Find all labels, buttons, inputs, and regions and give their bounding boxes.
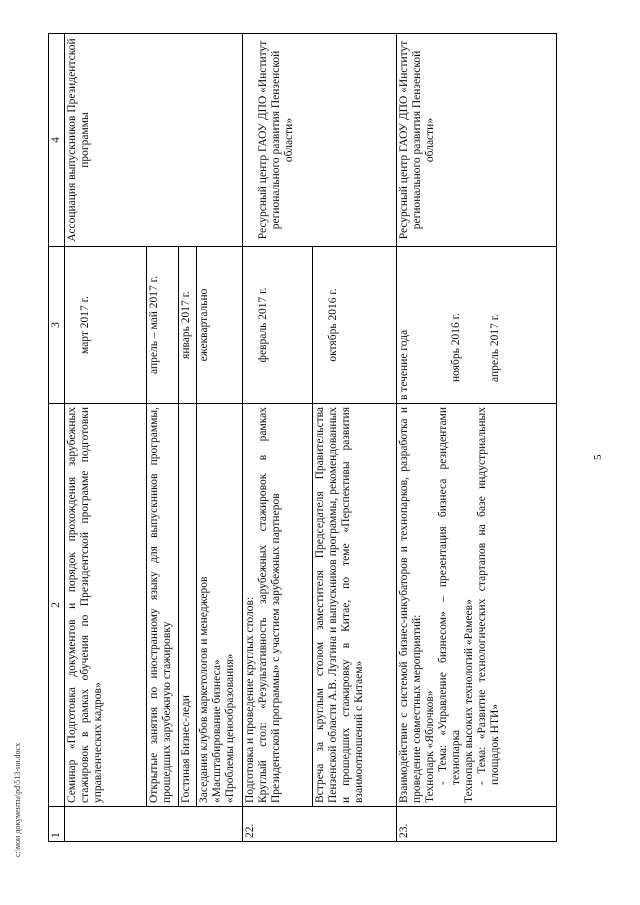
event-cell: Гостиная Бизнес-леди (179, 404, 197, 807)
event-cell (397, 404, 557, 807)
row-number-cell: 22. (243, 807, 397, 842)
column-header: 2 (49, 404, 65, 807)
technopark-name: Технопарк «Яблочков» (424, 690, 436, 803)
responsible-cell: Ассоциация выпускников Президентской программы (65, 34, 243, 247)
footer-file-path: c:\мои документы\pd\513-ни.docx (13, 742, 22, 857)
date-cell: февраль 2017 г. (243, 247, 313, 404)
event-topic: - Тема: «Управление бизнесом» – презентация бизнеса резидентами технопарка (437, 407, 462, 785)
date-cell: январь 2017 г. (179, 247, 197, 404)
event-cell: Семинар «Подготовка документов и порядок прохождения зарубежных стажировок в рамках обучения по Президентской программе подготовки управленческих кадров» (65, 404, 147, 807)
page-number: 5 (592, 454, 604, 460)
column-header: 1 (49, 807, 65, 842)
date-cell: ежеквартально (197, 247, 243, 404)
date-cell: в течение года ноябрь 2016 г. апрель 2017 г. (397, 247, 557, 404)
table-row (243, 34, 313, 842)
event-cell: Заседания клубов маркетологов и менеджеров «Масштабирование бизнеса» «Проблемы ценообразования» (197, 404, 243, 807)
event-cell: Подготовка и проведение круглых столов: Круглый стол: «Результативность зарубежных стажировок в рамках Президентской программы» с участием зарубежных партнеров (243, 404, 313, 807)
row-number-cell (65, 807, 243, 842)
date-cell: март 2017 г. (65, 247, 147, 404)
table-row (397, 34, 557, 842)
event-cell: Встреча за круглым столом заместителя Председателя Правительства Пензенской области А.В. Лузгина и выпускников программы, рекомендованных и прошедших стажировку в Китае, по теме «Перспективы развития взаимоотношений с Китаем» (313, 404, 397, 807)
events-table (48, 33, 557, 842)
event-intro: Взаимодействие с системой бизнес-инкубаторов и технопарков, разработка и проведение совместных мероприятий: (398, 407, 423, 803)
column-header: 3 (49, 247, 65, 404)
responsible-cell: Ресурсный центр ГАОУ ДПО «Институт регионального развития Пензенской области» (397, 34, 557, 247)
technopark-name: Технопарк высоких технологий «Рамеев» (463, 599, 475, 803)
row-number-cell: 23. (397, 807, 557, 842)
responsible-cell: Ресурсный центр ГАОУ ДПО «Институт регионального развития Пензенской области» (243, 34, 397, 247)
table-header-row (49, 34, 65, 842)
date-cell: апрель – май 2017 г. (147, 247, 179, 404)
event-topic: - Тема: «Развитие технологических стартапов на базе индустриальных площадок НТИ» (476, 407, 501, 785)
date-cell: октябрь 2016 г. (313, 247, 397, 404)
column-header: 4 (49, 34, 65, 247)
event-cell: Открытые занятия по иностранному языку для выпускников программы, прошедших зарубежную стажировку (147, 404, 179, 807)
table-row (65, 34, 147, 842)
